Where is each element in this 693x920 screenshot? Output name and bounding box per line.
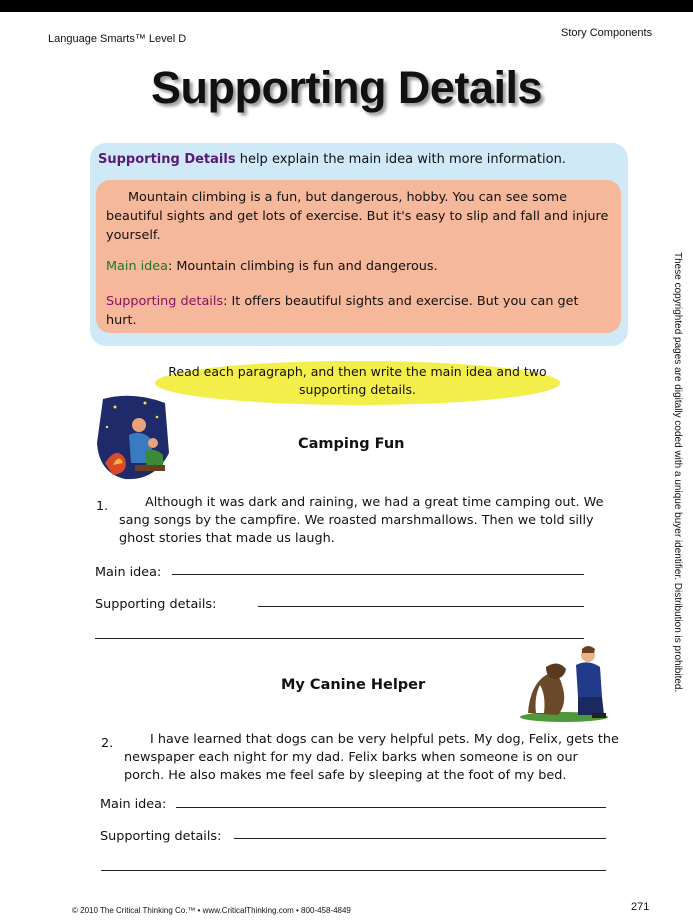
example-main-text: : Mountain climbing is fun and dangerous. — [168, 259, 438, 274]
exercise-2-support-answer-line-2[interactable] — [101, 870, 606, 871]
exercise-1-support-answer-line[interactable] — [258, 606, 584, 607]
exercise-1-main-answer-line[interactable] — [172, 574, 584, 575]
book-title: Language Smarts™ Level D — [48, 33, 187, 45]
exercise-2-number: 2. — [101, 736, 114, 751]
example-support-text: : It offers beautiful sights and exercise. But you can get hurt. — [106, 294, 579, 328]
exercise-1-title: Camping Fun — [298, 436, 405, 452]
top-bar — [0, 0, 693, 12]
example-support-label: Supporting details — [106, 294, 224, 309]
exercise-2-main-answer-line[interactable] — [176, 807, 606, 808]
exercise-2-support-answer-line[interactable] — [234, 838, 606, 839]
exercise-1-support-label: Supporting details: — [95, 597, 217, 612]
exercise-1-paragraph: Although it was dark and raining, we had a great time camping out. We sang songs by the campfire. We roasted marshmallows. Then we told silly ghost stories that made us laugh. — [119, 495, 604, 546]
exercise-2-paragraph: I have learned that dogs can be very helpful pets. My dog, Felix, gets the newspaper each night for my dad. Felix barks when someone is on our porch. He also makes me feel safe by sleeping at the foot of my bed. — [124, 732, 619, 783]
definition — [98, 152, 566, 167]
camping-illustration — [95, 393, 171, 483]
exercise-2-title: My Canine Helper — [281, 677, 426, 693]
exercise-1-support-answer-line-2[interactable] — [95, 638, 584, 639]
example-paragraph: Mountain climbing is a fun, but dangerous, hobby. You can see some beautiful sights and get lots of exercise. But it's easy to slip and fall and injure yourself. — [106, 190, 609, 243]
page-title: Supporting Details — [150, 62, 542, 113]
definition-text: help explain the main idea with more information. — [235, 152, 566, 167]
side-notice-text: These copyrighted pages are digitally coded with a unique buyer identifier. Distribution is prohibited. — [672, 252, 683, 693]
example-main-label: Main idea — [106, 259, 169, 274]
side-notice — [673, 252, 683, 722]
page-number: 271 — [631, 901, 650, 913]
definition-term: Supporting Details — [98, 152, 236, 167]
example-main-idea — [106, 259, 438, 274]
footer-copyright: © 2010 The Critical Thinking Co.™ • www.CriticalThinking.com • 800-458-4849 — [72, 906, 351, 915]
exercise-2-support-label: Supporting details: — [100, 829, 222, 844]
section-name: Story Components — [561, 27, 653, 39]
exercise-2-main-label: Main idea: — [100, 797, 167, 812]
exercise-1-main-label: Main idea: — [95, 565, 162, 580]
instruction-text: Read each paragraph, and then write the main idea and two supporting details. — [168, 364, 547, 397]
boy-and-dog-illustration — [518, 645, 610, 723]
exercise-1-number: 1. — [96, 499, 109, 514]
example-supporting-details — [106, 292, 612, 330]
